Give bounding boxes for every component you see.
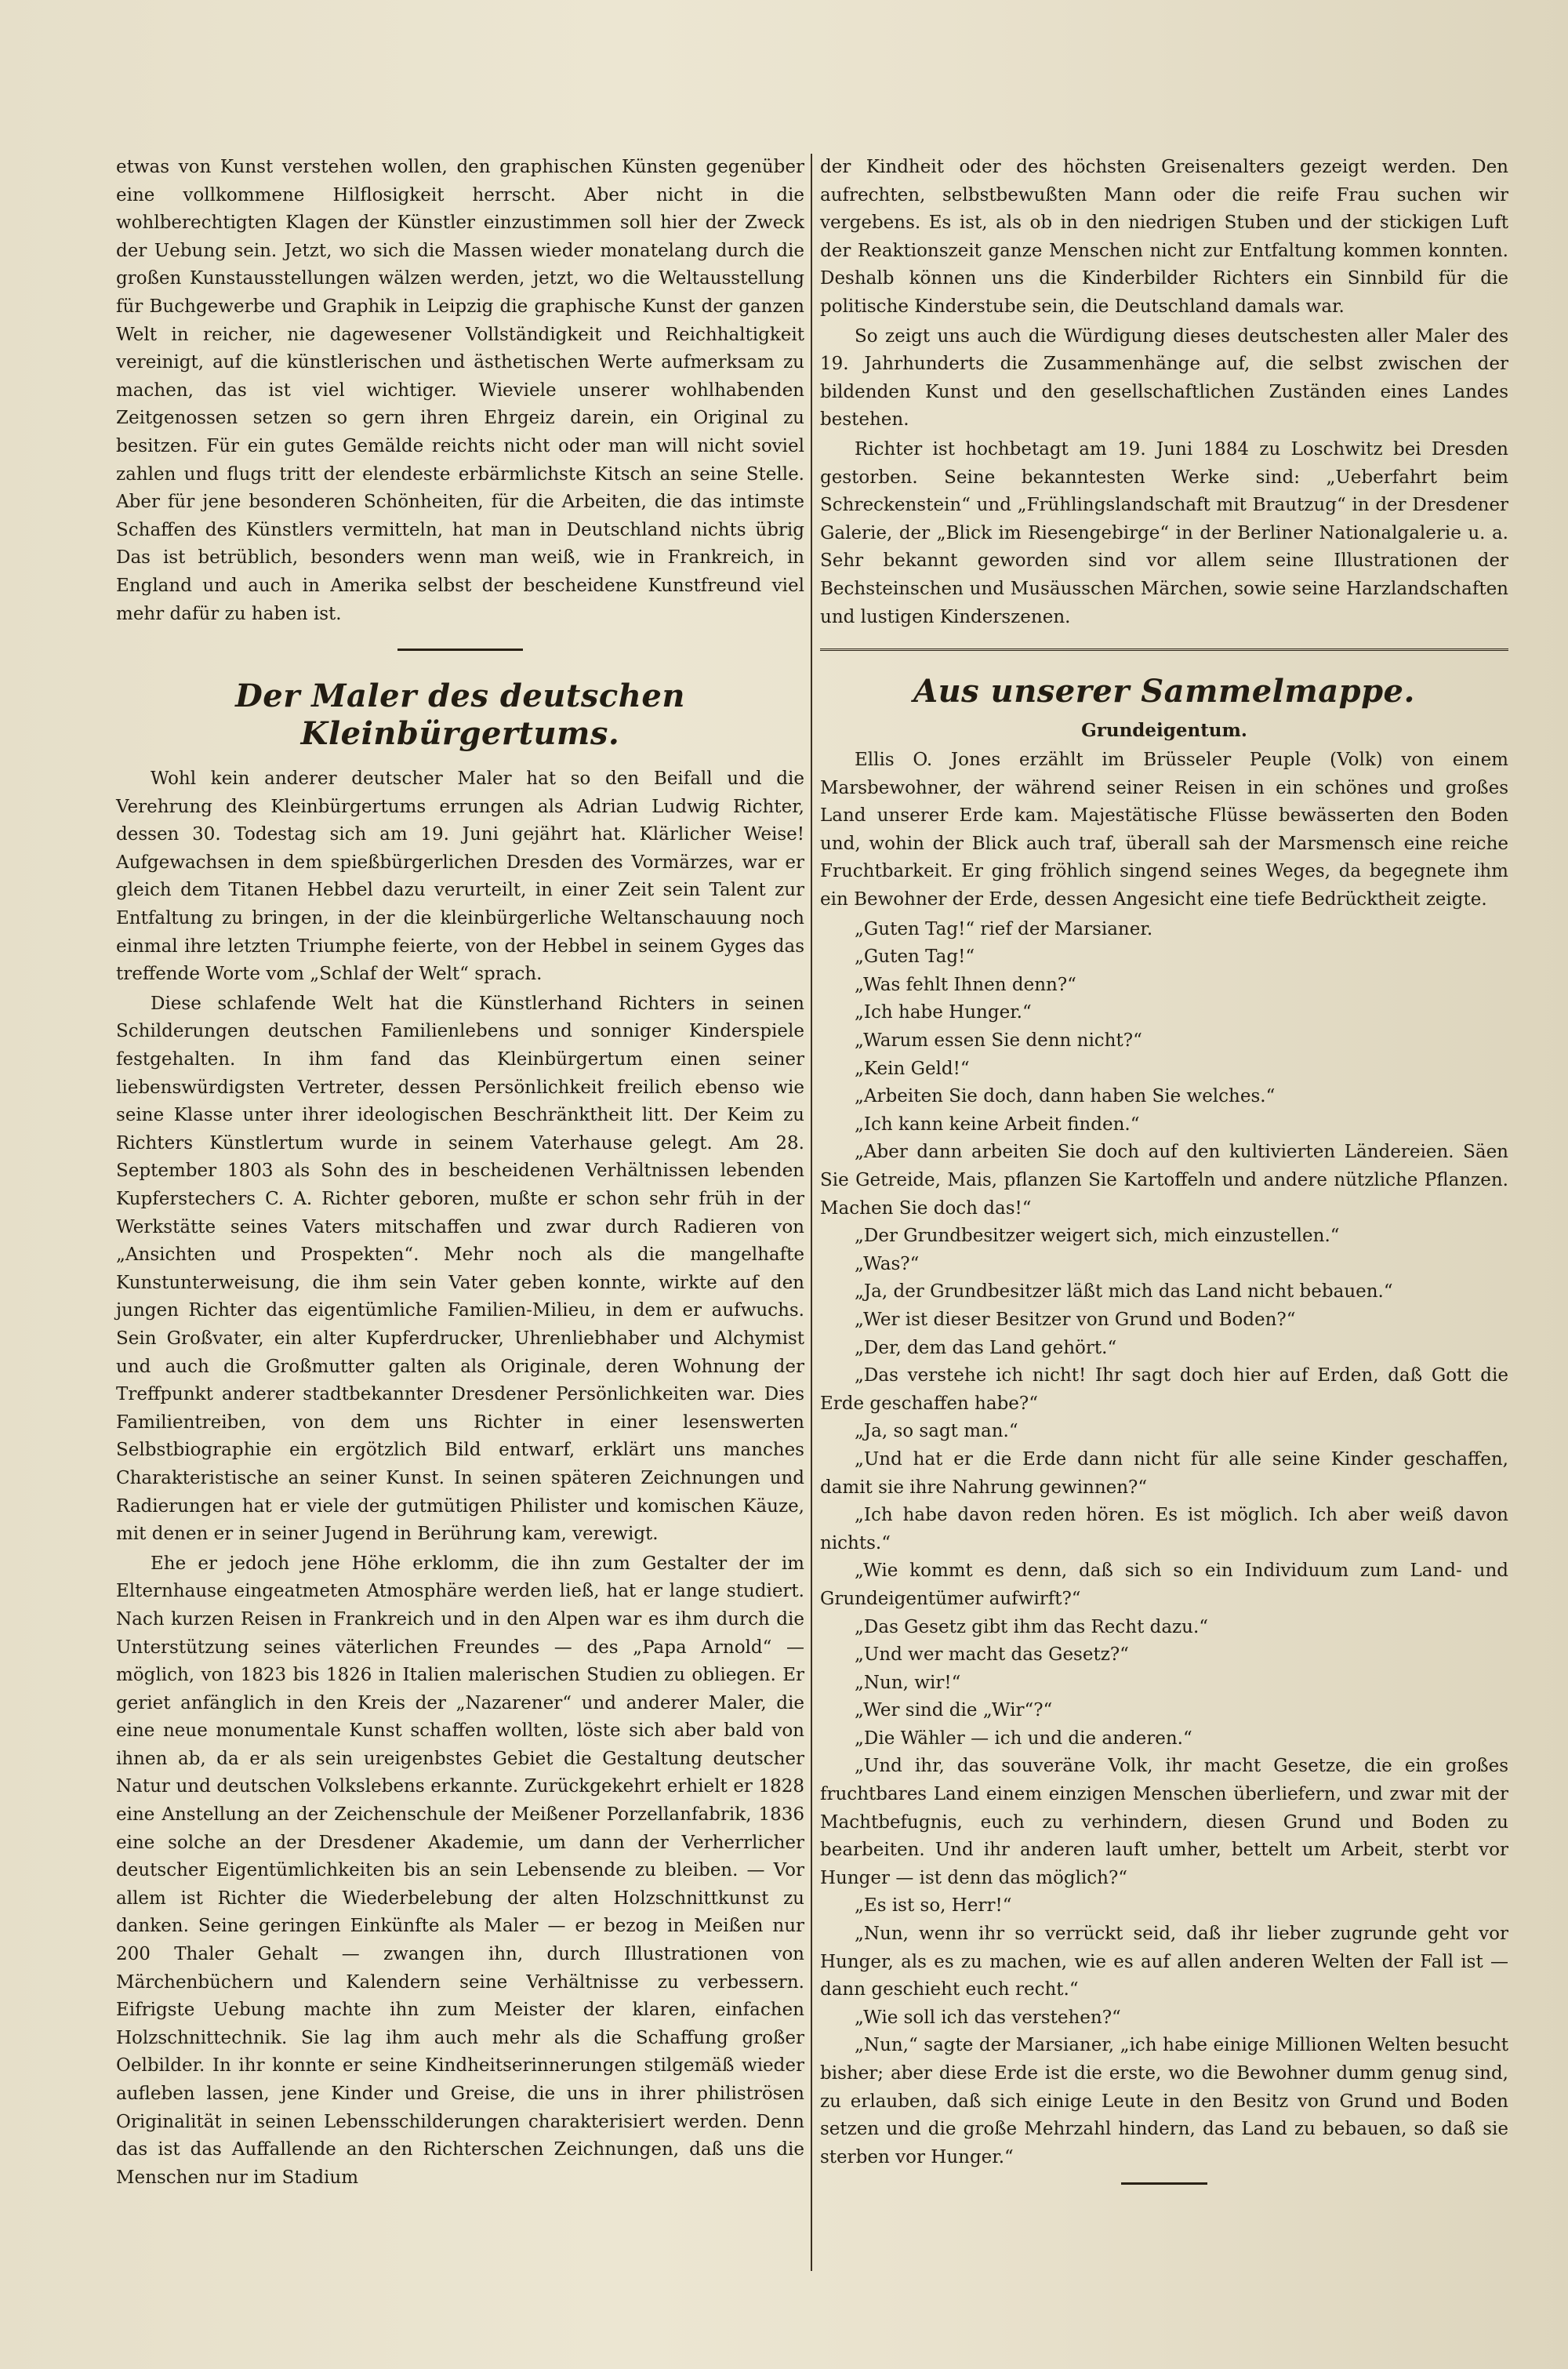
dialogue-line: „Ja, der Grundbesitzer läßt mich das Land nicht bebauen.“: [855, 1281, 1393, 1303]
section-divider: [397, 649, 523, 651]
dialogue-line: „Kein Geld!“: [855, 1058, 970, 1079]
dialogue-line: „Die Wähler — ich und die anderen.“: [855, 1728, 1192, 1749]
column-divider: [811, 154, 812, 2271]
dialogue-line: „Der Grundbesitzer weigert sich, mich einzustellen.“: [855, 1226, 1340, 1247]
continuation-paragraph: der Kindheit oder des höchsten Greisenalters gezeigt werden. Den aufrechten, selbstbewußten Mann oder die reife Frau suchen wir vergebens. Es ist, als ob in den niedrigen Stuben und der stickigen Luft der Reaktionszeit ganze Menschen nicht zur Entfaltung kommen konnten. Deshalb können uns die Kinderbilder Richters ein Sinnbild für die politische Kinderstube sein, die Deutschland damals war.: [820, 157, 1508, 317]
intro-paragraph: etwas von Kunst verstehen wollen, den graphischen Künsten gegenüber eine vollkommene Hilflosigkeit herrscht. Aber nicht in die wohlberechtigten Klagen der Künstler einzustimmen soll hier der Zweck der Uebung sein. Jetzt, wo sich die Massen wieder monatelang durch die großen Kunstausstellungen wälzen werden, jetzt, wo die Weltausstellung für Buchgewerbe und Graphik in Leipzig die graphische Kunst der ganzen Welt in reicher, nie dagewesener Vollständigkeit und Reichhaltigkeit vereinigt, auf die künstlerischen und ästhetischen Werte aufmerksam zu machen, das ist viel wichtiger. Wieviele unserer wohlhabenden Zeitgenossen setzen so gern ihren Ehrgeiz darein, ein Original zu besitzen. Für ein gutes Gemälde reichts nicht oder man will nicht soviel zahlen und flugs tritt der elendeste erbärmlichste Kitsch an seine Stelle. Aber für jene besonderen Schönheiten, für die Arbeiten, die das intimste Schaffen des Künstlers vermitteln, hat man in Deutschland nichts übrig Das ist betrüblich, besonders wenn man weiß, wie in Frankreich, in England und auch in Amerika selbst der bescheidene Kunstfreund viel mehr dafür zu haben ist.: [116, 157, 804, 624]
dialogue-line: „Das verstehe ich nicht! Ihr sagt doch hier auf Erden, daß Gott die Erde geschaffen habe?“: [820, 1365, 1508, 1414]
end-rule: [1121, 2182, 1207, 2185]
section-subtitle: Grundeigentum.: [1081, 720, 1247, 742]
article-title: Der Maler des deutschen Kleinbürgertums.: [235, 678, 685, 753]
dialogue-line: „Warum essen Sie denn nicht?“: [855, 1030, 1142, 1052]
dialogue-line: „Guten Tag!“ rief der Marsianer.: [855, 918, 1153, 939]
left-column: [116, 154, 804, 2314]
dialogue: [820, 916, 1508, 2172]
section-divider: [820, 649, 1508, 651]
dialogue-line: „Was fehlt Ihnen denn?“: [855, 974, 1076, 995]
dialogue-line: „Aber dann arbeiten Sie doch auf den kultivierten Ländereien. Säen Sie Getreide, Mais, pflanzen Sie Kartoffeln und andere nützliche Pflanzen. Machen Sie doch das!“: [820, 1142, 1508, 1219]
dialogue-line: „Der, dem das Land gehört.“: [855, 1337, 1117, 1358]
section-title: Aus unserer Sammelmappe.: [913, 673, 1415, 710]
dialogue-line: „Was?“: [855, 1253, 920, 1274]
dialogue-line: „Ich habe Hunger.“: [855, 1002, 1032, 1023]
continuation-paragraph: So zeigt uns auch die Würdigung dieses deutschesten aller Maler des 19. Jahrhunderts die Zusammenhänge auf, die selbst zwischen der bildenden Kunst und den gesellschaftlichen Zuständen eines Landes bestehen.: [820, 325, 1508, 431]
dialogue-line: „Das Gesetz gibt ihm das Recht dazu.“: [855, 1616, 1209, 1637]
dialogue-line: „Arbeiten Sie doch, dann haben Sie welches.“: [855, 1086, 1276, 1107]
dialogue-line: „Und hat er die Erde dann nicht für alle seine Kinder geschaffen, damit sie ihre Nahrung gewinnen?“: [820, 1448, 1508, 1498]
dialogue-line: „Nun, wenn ihr so verrückt seid, daß ihr lieber zugrunde geht vor Hunger, als es zu machen, wie es auf allen anderen Welten der Fall ist — dann geschieht euch recht.“: [820, 1924, 1508, 2000]
article-paragraph: Ehe er jedoch jene Höhe erklomm, die ihn zum Gestalter der im Elternhause eingeatmeten Atmosphäre werden ließ, hat er lange studiert. Nach kurzen Reisen in Frankreich und in den Alpen war es ihm durch die Unterstützung seines väterlichen Freundes — des „Papa Arnold“ — möglich, von 1823 bis 1826 in Italien malerischen Studien zu obliegen. Er geriet anfänglich in den Kreis der „Nazarener“ und anderer Maler, die eine neue monumentale Kunst schaffen wollten, löste sich aber bald von ihnen ab, da er als sein ureigenbstes Gebiet die Gestaltung deutscher Natur und deutschen Volkslebens erkannte. Zurückgekehrt erhielt er 1828 eine Anstellung an der Zeichenschule der Meißener Porzellanfabrik, 1836 eine solche an der Dresdener Akademie, um dann der Verherrlicher deutscher Eigentümlichkeiten bis an sein Lebensende zu bleiben. — Vor allem ist Richter die Wiederbelebung der alten Holzschnittkunst zu danken. Seine geringen Einkünfte als Maler — er bezog in Meißen nur 200 Thaler Gehalt — zwangen ihn, durch Illustrationen von Märchenbüchern und Kalendern seine Verhältnisse zu verbessern. Eifrigste Uebung machte ihn zum Meister der klaren, einfachen Holzschnittechnik. Sie lag ihm auch mehr als die Schaffung großer Oelbilder. In ihr konnte er seine Kindheitserinnerungen stilgemäß wieder aufleben lassen, jene Kinder und Greise, die uns in ihrer philiströsen Originalität in seinen Lebensschilderungen charakterisiert werden. Denn das ist das Auffallende an den Richterschen Zeichnungen, daß uns die Menschen nur im Stadium: [116, 1553, 804, 2188]
dialogue-line: „Ja, so sagt man.“: [855, 1421, 1018, 1442]
dialogue-line: „Wer sind die „Wir“?“: [855, 1700, 1053, 1721]
dialogue-line: „Wie kommt es denn, daß sich so ein Individuum zum Land- und Grundeigentümer aufwirft?“: [820, 1561, 1508, 1609]
dialogue-line: „Guten Tag!“: [855, 947, 975, 968]
dialogue-line: „Ich kann keine Arbeit finden.“: [855, 1114, 1140, 1135]
dialogue-line: „Nun, wir!“: [855, 1672, 961, 1693]
article-paragraph: Diese schlafende Welt hat die Künstlerhand Richters in seinen Schilderungen deutschen Familienlebens und sonniger Kinderspiele festgehalten. In ihm fand das Kleinbürgertum einen seiner liebenswürdigsten Vertreter, dessen Persönlichkeit freilich ebenso wie seine Klasse unter ihrer ideologischen Beschränktheit litt. Der Keim zu Richters Künstlertum wurde in seinem Vaterhause gelegt. Am 28. September 1803 als Sohn des in bescheidenen Verhältnissen lebenden Kupferstechers C. A. Richter geboren, mußte er schon sehr früh in der Werkstätte seines Vaters mitschaffen und zwar durch Radieren von „Ansichten und Prospekten“. Mehr noch als die mangelhafte Kunstunterweisung, die ihm sein Vater geben konnte, wirkte auf den jungen Richter das eigentümliche Familien-Milieu, in dem er aufwuchs. Sein Großvater, ein alter Kupferdrucker, Uhrenliebhaber und Alchymist und auch die Großmutter galten als Originale, deren Wohnung der Treffpunkt anderer stadtbekannter Dresdener Persönlichkeiten war. Dies Familientreiben, von dem uns Richter in einer lesenswerten Selbstbiographie ein ergötzlich Bild entwarf, erklärt uns manches Charakteristische an seiner Kunst. In seinen späteren Zeichnungen und Radierungen hat er viele der gutmütigen Philister und komischen Käuze, mit denen er in seiner Jugend in Berührung kam, verewigt.: [116, 993, 804, 1545]
continuation-paragraph: Richter ist hochbetagt am 19. Juni 1884 zu Loschwitz bei Dresden gestorben. Seine bekanntesten Werke sind: „Ueberfahrt beim Schreckenstein“ und „Frühlingslandschaft mit Brautzug“ in der Dresdener Galerie, der „Blick im Riesengebirge“ in der Berliner Nationalgalerie u. a. Sehr bekannt geworden sind vor allem seine Illustrationen der Bechsteinschen und Musäusschen Märchen, sowie seine Harzlandschaften und lustigen Kinderszenen.: [820, 438, 1508, 627]
dialogue-line: „Es ist so, Herr!“: [855, 1895, 1012, 1917]
dialogue-line: „Nun,“ sagte der Marsianer, „ich habe einige Millionen Welten besucht bisher; aber diese Erde ist die erste, wo die Bewohner dumm genug sind, zu erlauben, daß sich einige Leute in den Besitz von Grund und Boden setzen und die große Mehrzahl hindern, das Land zu bebauen, so daß sie sterben vor Hunger.“: [820, 2035, 1508, 2167]
story-intro: Ellis O. Jones erzählt im Brüsseler Peuple (Volk) von einem Marsbewohner, der während seiner Reisen in ein schönes und großes Land unserer Erde kam. Majestätische Flüsse bewässerten den Boden und, wohin der Blick auch traf, überall sah der Marsmensch eine reiche Fruchtbarkeit. Er ging fröhlich singend seines Weges, da begegnete ihm ein Bewohner der Erde, dessen Angesicht eine tiefe Bedrücktheit zeigte.: [820, 750, 1508, 910]
dialogue-line: „Wer ist dieser Besitzer von Grund und Boden?“: [855, 1309, 1296, 1330]
article-paragraph: Wohl kein anderer deutscher Maler hat so den Beifall und die Verehrung des Kleinbürgertums errungen als Adrian Ludwig Richter, dessen 30. Todestag sich am 19. Juni gejährt hat. Klärlicher Weise! Aufgewachsen in dem spießbürgerlichen Dresden des Vormärzes, war er gleich dem Titanen Hebbel dazu verurteilt, in einer Zeit sein Talent zur Entfaltung zu bringen, in der die kleinbürgerliche Weltanschauung noch einmal ihre letzten Triumphe feierte, von der Hebbel in seinem Gyges das treffende Worte vom „Schlaf der Welt“ sprach.: [116, 768, 804, 985]
dialogue-line: „Und wer macht das Gesetz?“: [855, 1644, 1129, 1666]
dialogue-line: „Wie soll ich das verstehen?“: [855, 2007, 1121, 2028]
dialogue-line: „Ich habe davon reden hören. Es ist möglich. Ich aber weiß davon nichts.“: [820, 1505, 1508, 1553]
right-column: [820, 154, 1508, 2314]
dialogue-line: „Und ihr, das souveräne Volk, ihr macht Gesetze, die ein großes fruchtbares Land einem einzigen Menschen überliefern, und zwar mit der Machtbefugnis, euch zu verhindern, diesen Grund und Boden zu bearbeiten. Und ihr anderen lauft umher, bettelt um Arbeit, sterbt vor Hunger — ist denn das möglich?“: [820, 1756, 1508, 1888]
